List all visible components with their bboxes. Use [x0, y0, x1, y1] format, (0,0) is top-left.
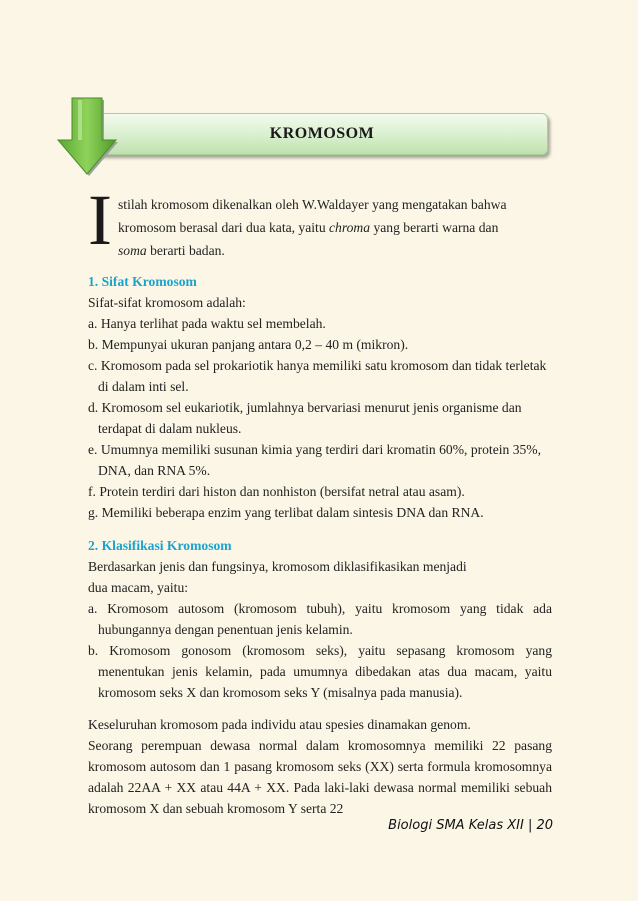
list-item: e. Umumnya memiliki susunan kimia yang terdiri dari kromatin 60%, protein 35%, DNA, dan RNA 5%.: [88, 442, 542, 478]
page-footer: Biologi SMA Kelas XII | 20: [388, 818, 553, 833]
section-lead: Berdasarkan jenis dan fungsinya, kromosom diklasifikasikan menjadi: [88, 559, 467, 574]
page-title: KROMOSOM: [269, 125, 375, 142]
section-heading-klasifikasi: 2. Klasifikasi Kromosom: [88, 538, 232, 553]
list-item: d. Kromosom sel eukariotik, jumlahnya bervariasi menurut jenis organisme dan terdapat di dalam nukleus.: [88, 400, 522, 436]
section-lead: dua macam, yaitu:: [88, 580, 189, 595]
paragraph-genom: Keseluruhan kromosom pada individu atau spesies dinamakan genom.: [88, 717, 471, 732]
drop-cap: I: [88, 180, 112, 260]
intro-line-1: stilah kromosom dikenalkan oleh W.Waldayer yang mengatakan bahwa: [118, 197, 507, 212]
intro-line-2b: yang berarti warna dan: [370, 220, 499, 235]
intro-term-soma: soma: [118, 243, 147, 258]
main-content: [88, 271, 552, 819]
list-item: g. Memiliki beberapa enzim yang terlibat dalam sintesis DNA dan RNA.: [88, 505, 484, 520]
down-arrow-icon: [56, 96, 118, 176]
paragraph-perempuan: Seorang perempuan dewasa normal dalam kromosomnya memiliki 22 pasang kromosom autosom dan 1 pasang kromosom seks (XX) serta formula kromosomnya adalah 22AA + XX atau 44A + XX. Pada laki-laki dewasa normal memiliki sebuah kromosom X dan sebuah kromosom Y serta 22: [88, 738, 552, 816]
list-item: b. Mempunyai ukuran panjang antara 0,2 – 40 m (mikron).: [88, 337, 409, 352]
intro-term-chroma: chroma: [329, 220, 371, 235]
list-item: f. Protein terdiri dari histon dan nonhiston (bersifat netral atau asam).: [88, 484, 465, 499]
section-heading-sifat: 1. Sifat Kromosom: [88, 274, 197, 289]
title-banner-bar: [96, 113, 548, 155]
list-item: a. Kromosom autosom (kromosom tubuh), yaitu kromosom yang tidak ada hubungannya dengan penentuan jenis kelamin.: [88, 601, 552, 637]
section-lead: Sifat-sifat kromosom adalah:: [88, 295, 246, 310]
title-banner: [56, 88, 556, 178]
list-item: a. Hanya terlihat pada waktu sel membelah.: [88, 316, 326, 331]
intro-line-2a: kromosom berasal dari dua kata, yaitu: [118, 220, 330, 235]
intro-line-3b: berarti badan.: [146, 243, 225, 258]
list-item: b. Kromosom gonosom (kromosom seks), yaitu sepasang kromosom yang menentukan jenis kelamin, pada umumnya dibedakan atas dua macam, yaitu kromosom seks X dan kromosom seks Y (misalnya pada manusia).: [88, 643, 552, 700]
intro-paragraph: [118, 193, 551, 262]
list-item: c. Kromosom pada sel prokariotik hanya memiliki satu kromosom dan tidak terletak di dalam inti sel.: [88, 358, 547, 394]
